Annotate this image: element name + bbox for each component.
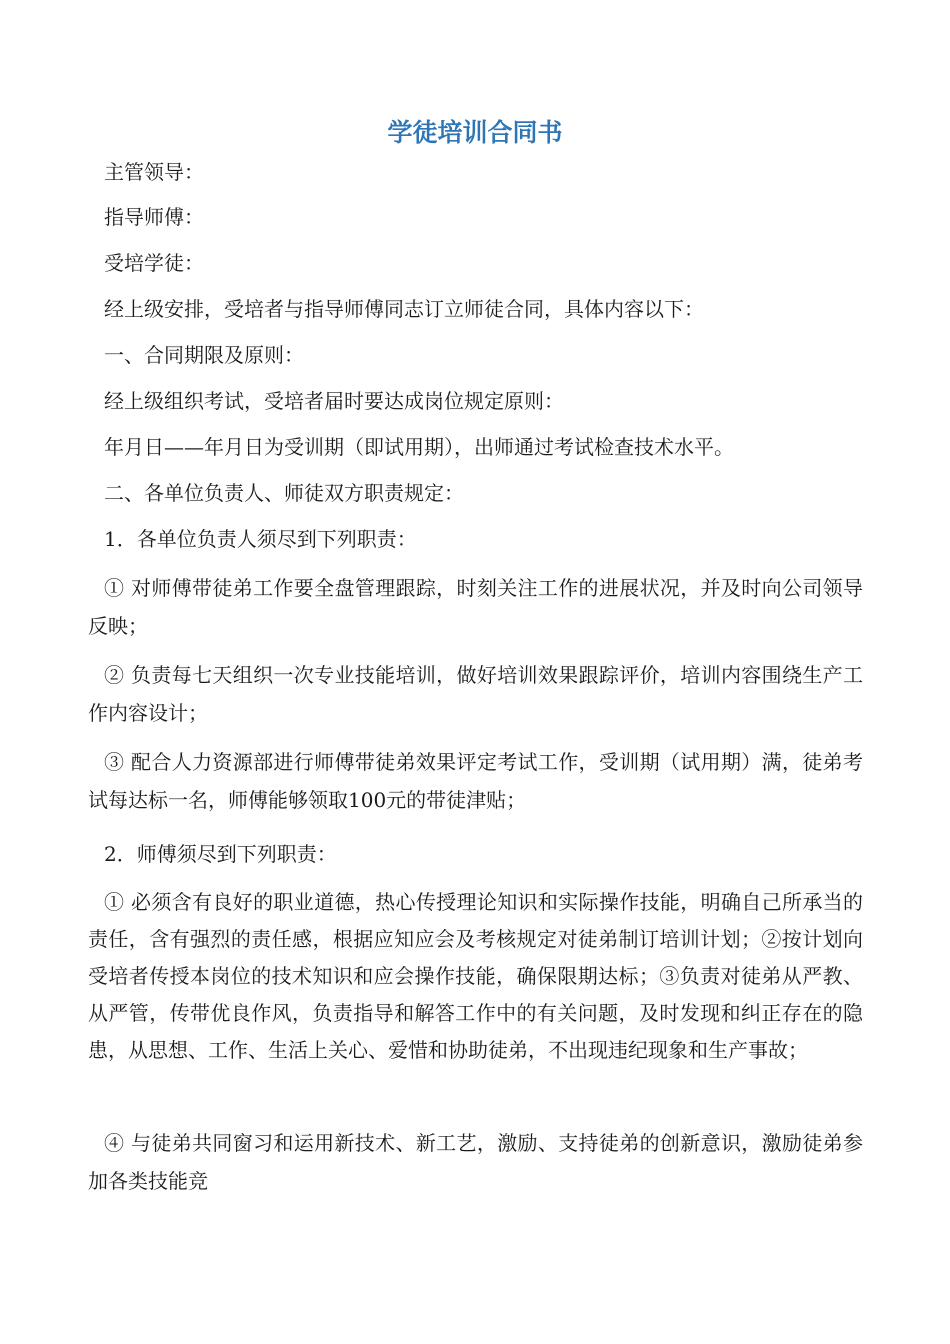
section1-line1: 经上级组织考试，受培者届时要达成岗位规定原则： [104, 389, 564, 413]
part1-item3: ③ 配合人力资源部进行师傅带徒弟效果评定考试工作，受训期（试用期）满，徒弟考试每达标一名，师傅能够领取100元的带徒津贴； [88, 750, 863, 812]
section1-heading: 一、合同期限及原则： [104, 343, 304, 367]
section2-heading: 二、各单位负责人、师徒双方职责规定： [104, 481, 464, 505]
part1-item2: ② 负责每七天组织一次专业技能培训，做好培训效果跟踪评价，培训内容围绕生产工作内容设计； [88, 663, 863, 725]
part2-item4: ④ 与徒弟共同窗习和运用新技术、新工艺，激励、支持徒弟的创新意识，激励徒弟参加各类技能竞 [88, 1131, 863, 1193]
document-title: 学徒培训合同书 [387, 118, 563, 147]
part1-item1: ① 对师傅带徒弟工作要全盘管理跟踪，时刻关注工作的进展状况，并及时向公司领导反映； [88, 576, 863, 638]
field-mentor: 指导师傅： [104, 205, 204, 229]
part2-item1: ① 必须含有良好的职业道德，热心传授理论知识和实际操作技能，明确自己所承当的责任，含有强烈的责任感，根据应知应会及考核规定对徒弟制订培训计划；②按计划向受培者传授本岗位的技术知识和应会操作技能，确保限期达标；③负责对徒弟从严教、从严管，传带优良作风，负责指导和解答工作中的有关问题，及时发现和纠正存在的隐患，从思想、工作、生活上关心、爱惜和协助徒弟，不出现违纪现象和生产事故； [88, 890, 863, 1062]
section1-line2: 年月日——年月日为受训期（即试用期），出师通过考试检查技术水平。 [104, 435, 734, 459]
field-trainee: 受培学徒： [104, 251, 204, 275]
intro-paragraph: 经上级安排，受培者与指导师傅同志订立师徒合同，具体内容以下： [104, 297, 704, 321]
field-supervisor: 主管领导： [104, 160, 204, 184]
section2-part1-heading: 1．各单位负责人须尽到下列职责： [104, 527, 417, 551]
section2-part2-heading: 2．师傅须尽到下列职责： [104, 842, 337, 866]
